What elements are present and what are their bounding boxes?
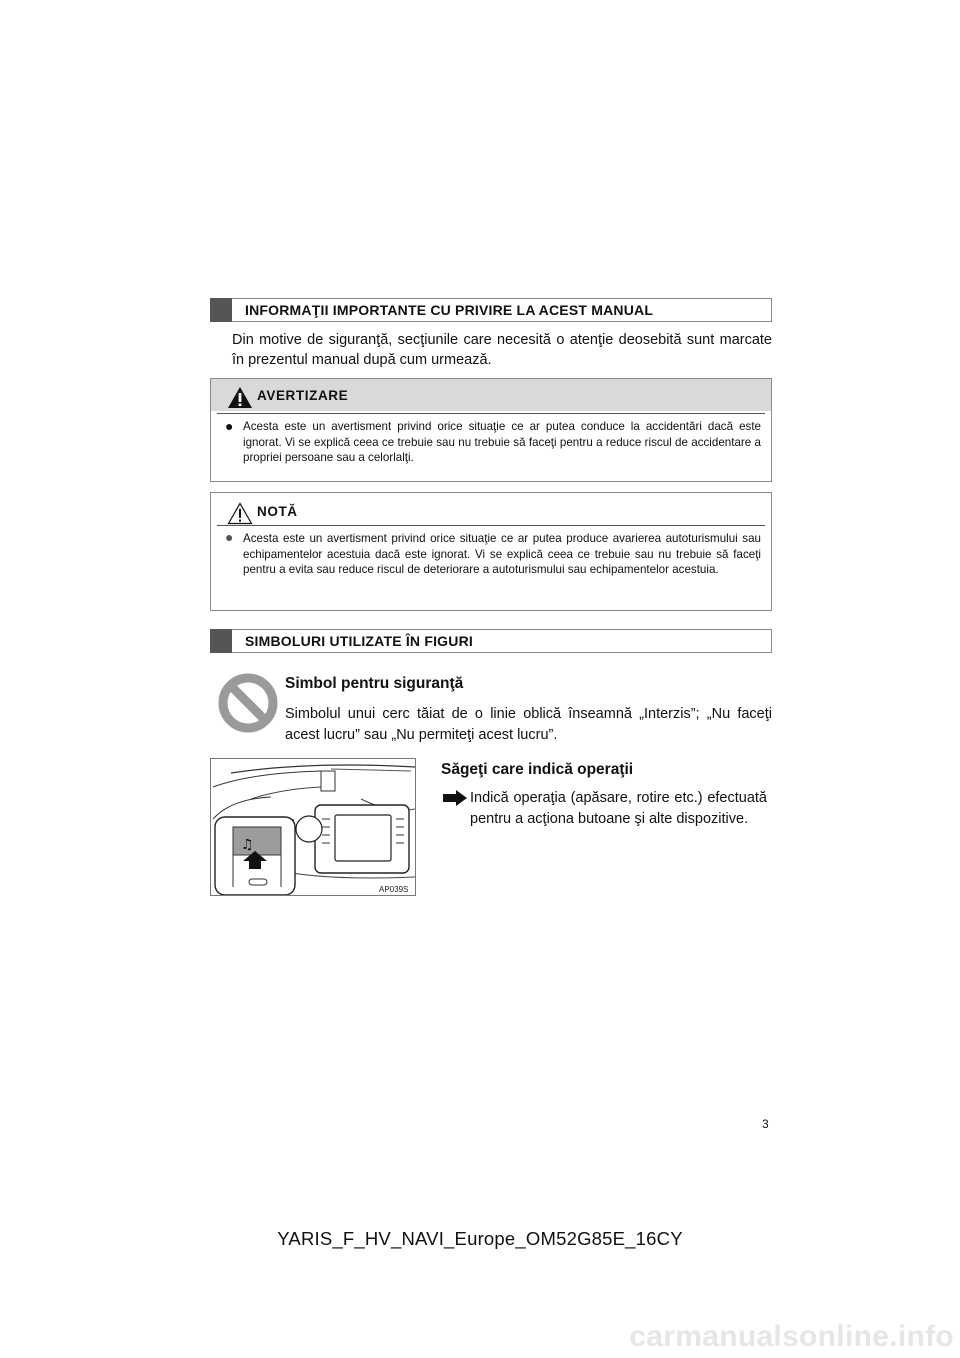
dashboard-illustration [211,759,416,896]
notice-title: NOTĂ [257,504,298,519]
watermark: carmanualsonline.info [629,1320,954,1353]
warning-triangle-icon [227,386,253,409]
prohibition-icon [218,673,278,733]
section-header-symbols [210,629,772,653]
svg-text:♫: ♫ [241,837,254,853]
bullet-icon: ● [225,529,234,545]
warning-text: Acesta este un avertisment privind orice situaţie ce ar putea conduce la accidentări dacă este ignorat. Vi se explică ceea ce trebuie sau nu trebuie să faceţi pentru a reduce riscul de accidentare a propriei persoane sau a celorlalţi. [243,420,761,465]
section-marker [210,298,232,322]
operation-arrow-icon [443,790,467,806]
section-title: SIMBOLURI UTILIZATE ÎN FIGURI [245,633,473,649]
warning-title: AVERTIZARE [257,388,349,403]
notice-divider [217,525,765,526]
figure-label: AP039S [379,885,409,894]
bullet-icon: ● [225,418,234,434]
caution-triangle-outline-icon [227,502,253,525]
page-number: 3 [762,1117,769,1131]
section-marker [210,629,232,653]
safety-symbol-title: Simbol pentru siguranţă [285,675,464,692]
warning-box [210,378,772,482]
intro-paragraph: Din motive de siguranţă, secţiunile care necesită o atenţie deosebită sunt marcate în prezentul manual după cum urmează. [232,332,772,368]
dashboard-figure [210,758,416,896]
arrows-text: Indică operaţia (apăsare, rotire etc.) efectuată pentru a acţiona butoane şi alte dispozitive. [470,790,767,827]
section-header-manual-info [210,298,772,322]
warning-divider [217,413,765,414]
document-code: YARIS_F_HV_NAVI_Europe_OM52G85E_16CY [277,1228,683,1249]
notice-text: Acesta este un avertisment privind orice situaţie ce ar putea produce avarierea autoturismului sau echipamentelor acestuia dacă este ignorat. Vi se explică ceea ce trebuie sau nu trebuie să faceţi pentru a evita sau reduce riscul de deteriorare a autoturismului sau echipamentelor acestuia. [243,532,761,577]
notice-box [210,492,772,611]
arrows-title: Săgeţi care indică operaţii [441,761,634,778]
safety-symbol-text: Simbolul unui cerc tăiat de o linie oblică înseamnă „Interzis”; „Nu faceţi acest lucru” sau „Nu permiteţi acest lucru”. [285,706,772,743]
section-title: INFORMAŢII IMPORTANTE CU PRIVIRE LA ACEST MANUAL [245,302,654,318]
